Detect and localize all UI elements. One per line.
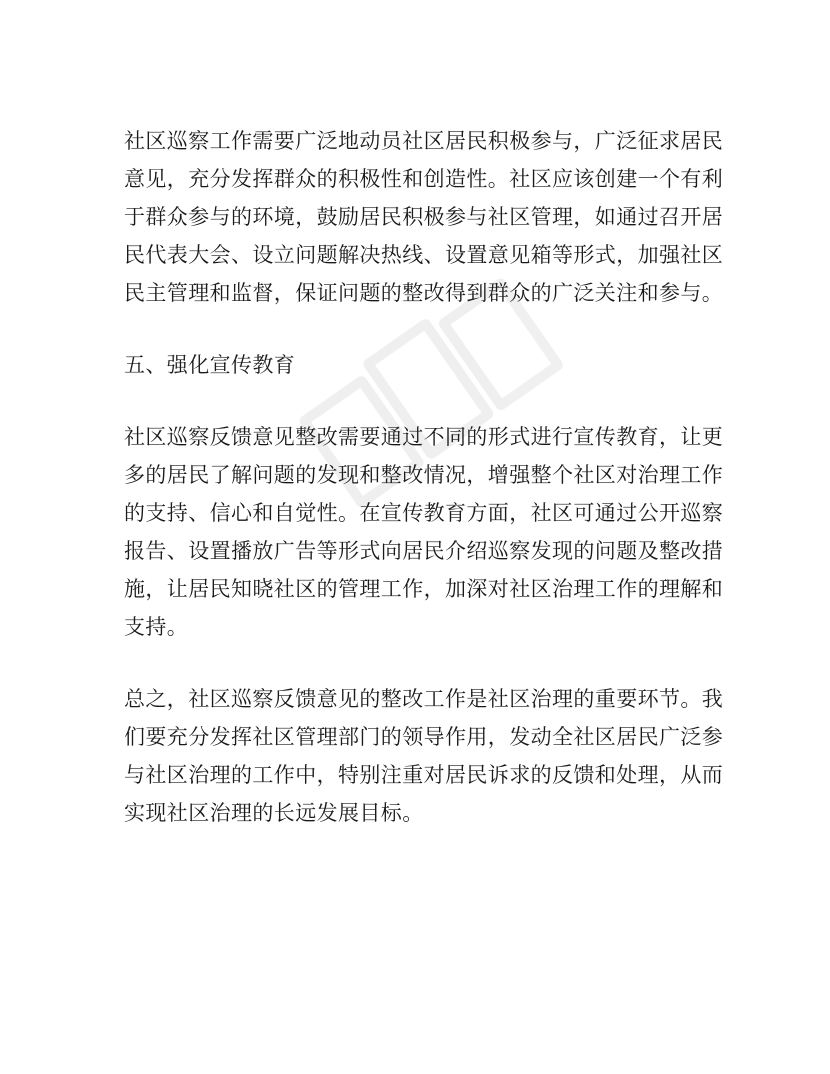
section-heading: 五、强化宣传教育 bbox=[124, 353, 296, 377]
body-paragraph: 社区巡察工作需要广泛地动员社区居民积极参与，广泛征求居民意见，充分发挥群众的积极性和创造性。社区应该创建一个有利于群众参与的环境，鼓励居民积极参与社区管理，如通过召开居民代表大会、设立问题解决热线、设置意见箱等形式，加强社区民主管理和监督，保证问题的整改得到群众的广泛关注和参与。 bbox=[124, 129, 724, 305]
body-paragraph: 总之，社区巡察反馈意见的整改工作是社区治理的重要环节。我们要充分发挥社区管理部门的领导作用，发动全社区居民广泛参与社区治理的工作中，特别注重对居民诉求的反馈和处理，从而实现社区治理的长远发展目标。 bbox=[124, 687, 724, 825]
body-paragraph: 社区巡察反馈意见整改需要通过不同的形式进行宣传教育，让更多的居民了解问题的发现和整改情况，增强整个社区对治理工作的支持、信心和自觉性。在宣传教育方面，社区可通过公开巡察报告、设置播放广告等形式向居民介绍巡察发现的问题及整改措施，让居民知晓社区的管理工作，加深对社区治理工作的理解和支持。 bbox=[124, 425, 724, 639]
document-body bbox=[124, 122, 724, 832]
